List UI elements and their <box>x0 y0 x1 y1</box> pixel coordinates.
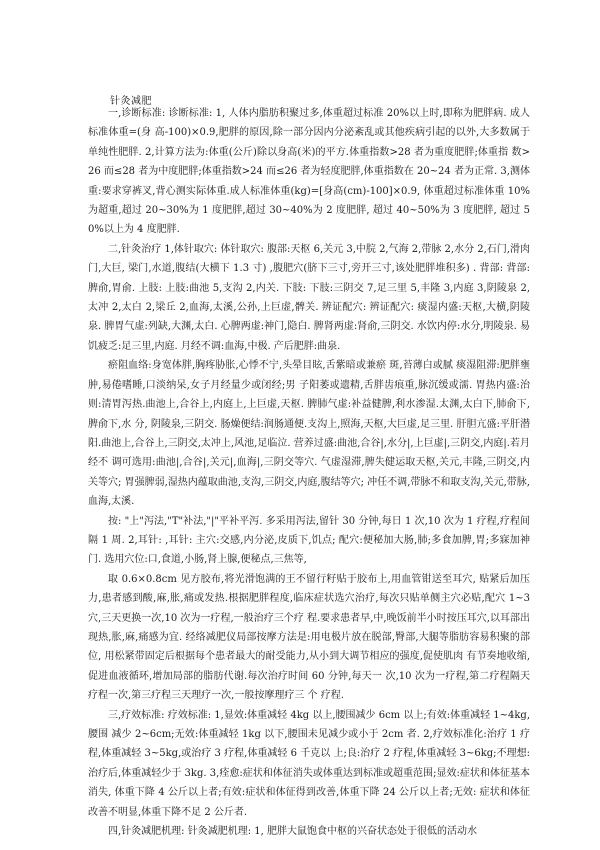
section-treatment-paragraph: 二,针灸治疗 1,体针取穴: 体针取穴: 腹部:天枢 6,关元 3,中脘 2,气海 2,带脉 2,水分 2,石门,滑肉门,大巨, 梁门,水道,腹结(大横下 1.3 寸) ,腹肥穴(脐下三寸,旁开三寸,该处肥胖堆积多) . 背部: 背部:脾俞,胃俞. 上肢: 上肢:曲池 5,支沟 2,内关. 下肢: 下肢:三阴交 7,足三里 5,丰隆 3,内庭 3,阴陵泉 2,太冲 2,太白 2,梁丘 2,血海,太溪,公孙,上巨虚,髀关. 辨证配穴: 辨证配穴: 痰湿内盛:天枢,大横,阴陵泉. 脾胃气虚:列缺,大渊,太白. 心脾两虚:神门,隐白. 脾肾两虚:肾俞,三阴交. 水饮内停:水分,明陵泉. 易饥疲乏:足三里,内庭. 月经不调:血海,中极. 产后肥胖:曲泉. <box>88 243 530 352</box>
document-body <box>88 104 530 841</box>
section-mechanism-paragraph: 四,针灸减肥机理: 针灸减肥机理: 1, 肥胖大鼠饱食中枢的兴奋状态处于很低的活动水 <box>108 826 477 838</box>
document-title: 针灸减肥 <box>110 96 152 107</box>
syndrome-differentiation-paragraph: 瘀阻血络:身宽体胖,胸疼胁胀,心悸不宁,头晕目眩,舌紫暗或兼瘀 斑,苔薄白或腻 痰湿阻滞:肥胖壅肿,易倦嗜睡,口淡纳呆,女子月经量少或闭经;男 子阳萎或遗精,舌胖齿痕重,脉沉缓或濡. 胃热内盛:治则:清胃泻热.曲池上,合谷上,内庭上,上巨虚,天枢. 脾肺气虚:补益健脾,利水渗湿.太渊,太白下,肺俞下,脾俞下,水 分, 阴陵泉,三阴交. 肠燥便结:润肠通便.支沟上,照海,天枢,大巨虚,足三里. 肝胆亢盛:平肝潜阳.曲池上,合谷上,三阴交,太冲上,风池,足临泣. 营养过盛:曲池,合谷|,水分|,上巨虚|,三阴交,内庭|.若月经不 调可选用:曲池|,合谷|,关元|,血海|,三阴交等穴. 气虚湿滞,脾失健运取天枢,关元,丰隆,三阴交,内关等穴; 胃强脾弱,湿热内蕴取曲池,支沟,三阴交,内庭,腹结等穴; 冲任不调,带脉不和取支沟,关元,带脉,血海,太溪. <box>88 360 530 508</box>
ear-seed-method-paragraph: 取 0.6×0.8cm 见方胶布,将光滑饱满的王不留行籽贴于胶布上,用血管钳送至耳穴, 贴紧后加压力,患者感到酸,麻,胀,痛或发热.根据肥胖程度,临床症状选穴治疗,每次只贴单侧主穴必贴,配穴 1~3 穴,三天更换一次,10 次为一疗程,一般治疗三个疗 程.要求患者早,中,晚饭前半小时按压耳穴,以耳部出现热,胀,麻,痛感为宜. 经络减肥仪局部按摩方法是:用电极片放在脱部,臀部,大腿等脂肪容易积聚的部位, 用松紧带固定后根据每个患者最大的耐受能力,从小到大调节相应的强度,促使肌肉 有节奏地收缩,促进血液循环,增加局部的脂肪代谢.每次治疗时间 60 分钟,每天一 次,10 次为一疗程,第二疗程隔天疗程一次,第三疗程三天理疗一次,一般按摩理疗三 个 疗程. <box>88 573 530 702</box>
section-efficacy-paragraph: 三,疗效标准: 疗效标准: 1,显效:体重减轻 4kg 以上,腰围减少 6cm 以上;有效:体重减轻 1~4kg,腰围 减少 2~6cm;无效:体重减轻 1kg 以下,腰围未见减少或小于 2cm 者. 2,疗效标准化:治疗 1 疗程,体重减轻 3~5kg,或治疗 3 疗程,体重减轻 6 千克以 上;良:治疗 2 疗程,体重减轻 3~6kg;不理想:治疗后,体重减轻少于 3kg. 3,痊愈:症状和体征消失或体重达到标准或超重范围;显效:症状和体征基本消失, 体重下降 4 公斤以上者;有效:症状和体征得到改善,体重下降 24 公斤以上者;无效: 症状和体征改善不明显,体重下降不足 2 公斤者. <box>88 709 531 818</box>
ear-acupuncture-paragraph: 按: "上"泻法,"T"补法,"|"平补平泻. 多采用泻法,留针 30 分钟,每日 1 次,10 次为 1 疗程,疗程间隔 1 周. 2,耳针: ,耳针: 主穴:交感,内分泌,皮质下,饥点; 配穴:便秘加大肠,肺;多食加脾,胃;多寐加神门. 选用穴位:口,食道,小肠,肾上腺,便秘点,三焦等, <box>88 515 530 566</box>
section-diagnosis-paragraph: 一,诊断标准: 诊断标准: 1, 人体内脂肪积聚过多,体重超过标准 20%以上时,即称为肥胖病. 成人标准体重=(身 高-100)×0.9,肥胖的原因,除一部分因内分泌紊乱或其他疾病引起的以外,大多数属于 单纯性肥胖. 2,计算方法为:体重(公斤)除以身高(米)的平方.体重指数>28 者为重度肥胖;体重指 数>26 而≤28 者为中度肥胖;体重指数>24 而≤26 者为轻度肥胖,体重指数在 20~24 者为正常. 3,测体重:要求穿裤叉,背心测实际体重.成人标准体重(kg)=[身高(cm)-100]×0.9, 体重超过标准体重 10%为超重,超过 20~30%为 1 度肥胖,超过 30~40%为 2 度肥胖, 超过 40~50%为 3 度肥胖, 超过 50%以上为 4 度肥胖. <box>88 108 530 236</box>
